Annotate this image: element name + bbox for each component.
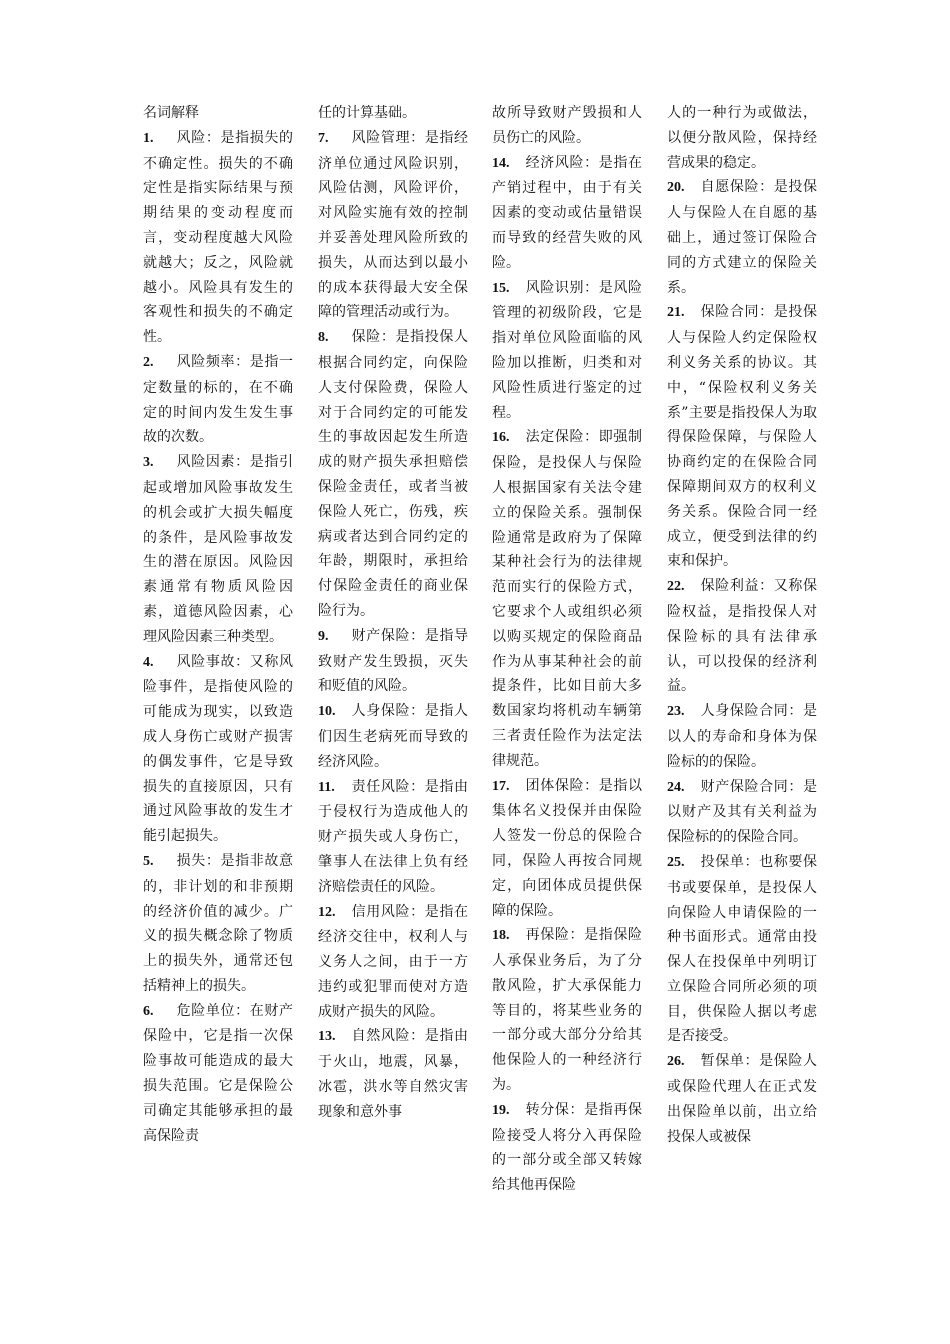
term-definition xyxy=(318,900,468,1025)
term-definition xyxy=(318,699,468,774)
term-number: 8. xyxy=(318,330,329,346)
term-definition xyxy=(318,1024,468,1124)
term-definition xyxy=(492,425,642,773)
term-number: 13. xyxy=(318,1029,336,1045)
definition-text: 保险：是指投保人根据合同约定，向保险人支付保险费，保险人对于合同约定的可能发生的事故因起发生所造成的财产损失承担赔偿保险金责任，或者当被保险人死亡，伤残，疾病或者达到合同约定的年龄，期限时，承担给付保险金责任的商业保险行为。 xyxy=(318,329,468,619)
definition-text: 信用风险：是指在经济交往中，权利人与义务人之间，由于一方违约或犯罪而使对方造成财产损失的风险。 xyxy=(318,903,468,1020)
term-number: 2. xyxy=(143,354,154,370)
term-number: 19. xyxy=(492,1102,510,1118)
term-definition xyxy=(318,325,468,624)
term-definition xyxy=(667,1049,817,1149)
term-number: 5. xyxy=(143,853,154,869)
definition-text: 财产保险合同：是以财产及其有关利益为保险标的的保险合同。 xyxy=(667,778,817,846)
term-definition xyxy=(143,650,293,849)
definition-text: 转分保：是指再保险接受人将分入再保险的一部分或全部又转嫁给其他再保险 xyxy=(492,1101,642,1194)
term-number: 25. xyxy=(667,854,685,870)
text-paragraph xyxy=(492,101,642,151)
term-number: 22. xyxy=(667,579,685,595)
definition-text: 故所导致财产毁损和人员伤亡的风险。 xyxy=(492,105,642,146)
term-definition xyxy=(318,775,468,900)
definition-text: 人身保险：是指人们因生老病死而导致的经济风险。 xyxy=(318,703,468,770)
term-definition xyxy=(143,849,293,999)
definition-text: 团体保险：是指以集体名义投保并由保险人签发一份总的保险合同，保险人再按合同规定，向团体成员提供保障的保险。 xyxy=(492,777,642,919)
term-number: 18. xyxy=(492,928,510,944)
term-definition xyxy=(143,999,293,1149)
term-number: 16. xyxy=(492,430,510,446)
term-number: 3. xyxy=(143,455,154,471)
term-definition xyxy=(492,774,642,924)
definition-text: 危险单位：在财产保险中，它是指一次保险事故可能造成的最大损失范围。它是保险公司确定其能够承担的最高保险责 xyxy=(143,1002,293,1144)
definition-text: 自然风险：是指由于火山，地震，风暴，冰雹，洪水等自然灾害现象和意外事 xyxy=(318,1028,468,1120)
definition-text: 风险事故：又称风险事件，是指使风险的可能成为现实，以致造成人身伤亡或财产损害的偶发事件，它是导致损失的直接原因，只有通过风险事故的发生才能引起损失。 xyxy=(143,653,293,845)
definition-text: 风险频率：是指一定数量的标的，在不确定的时间内发生发生事故的次数。 xyxy=(143,353,293,446)
term-definition xyxy=(667,175,817,300)
term-definition xyxy=(667,850,817,1049)
definition-text: 名词解释 xyxy=(143,105,199,121)
term-number: 6. xyxy=(143,1003,154,1019)
definition-text: 保险利益：又称保险权益，是指投保人对保险标的具有法律承认，可以投保的经济利益。 xyxy=(667,578,817,695)
term-number: 11. xyxy=(318,779,335,795)
term-definition xyxy=(667,300,817,574)
term-number: 15. xyxy=(492,280,510,296)
term-number: 23. xyxy=(667,704,685,720)
definition-text: 风险管理：是指经济单位通过风险识别，风险估测，风险评价，对风险实施有效的控制并妥善处理风险所致的损失，从而达到以最小的成本获得最大安全保障的管理活动或行为。 xyxy=(318,129,468,321)
term-number: 17. xyxy=(492,778,510,794)
definition-text: 财产保险：是指导致财产发生毁损，灭失和贬值的风险。 xyxy=(318,627,468,695)
definition-text: 风险因素：是指引起或增加风险事故发生的机会或扩大损失幅度的条件，是风险事故发生的潜在原因。风险因素通常有物质风险因素，道德风险因素，心理风险因素三种类型。 xyxy=(143,454,293,645)
term-definition xyxy=(667,699,817,774)
term-definition xyxy=(667,574,817,699)
definition-text: 暂保单：是保险人或保险代理人在正式发出保险单以前，出立给投保人或被保 xyxy=(667,1053,817,1145)
definition-text: 投保单：也称要保书或要保单，是投保人向保险人申请保险的一种书面形式。通常由投保人在投保单中列明订立保险合同所必须的项目，供保险人据以考虑是否接受。 xyxy=(667,853,817,1045)
term-number: 26. xyxy=(667,1054,685,1070)
term-number: 9. xyxy=(318,628,329,644)
term-number: 21. xyxy=(667,305,685,321)
term-definition xyxy=(492,151,642,276)
term-number: 4. xyxy=(143,654,154,670)
definition-text: 任的计算基础。 xyxy=(318,105,416,121)
definition-text: 责任风险：是指由于侵权行为造成他人的财产损失或人身伤亡，肇事人在法律上负有经济赔偿责任的风险。 xyxy=(318,778,468,895)
term-definition xyxy=(492,923,642,1098)
definition-text: 经济风险：是指在产销过程中，由于有关因素的变动或估量错误而导致的经营失败的风险。 xyxy=(492,154,642,271)
term-number: 24. xyxy=(667,779,685,795)
term-definition xyxy=(318,624,468,699)
text-column-3 xyxy=(492,101,642,1198)
term-definition xyxy=(492,276,642,426)
definition-text: 法定保险：即强制保险，是投保人与保险人根据国家有关法令建立的保险关系。强制保险通常是政府为了保障某种社会行为的法律规范而实行的保险方式，它要求个人或组织必须以购买规定的保险商品作为从事某种社会的前提条件，比如目前大多数国家均将机动车辆第三者责任险作为法定法律规范。 xyxy=(492,429,642,769)
text-paragraph xyxy=(143,101,293,126)
definition-text: 风险识别：是风险管理的初级阶段，它是指对单位风险面临的风险加以推断，归类和对风险性质进行鉴定的过程。 xyxy=(492,279,642,421)
definition-text: 损失：是指非故意的，非计划的和非预期的经济价值的减少。广义的损失概念除了物质上的损失外，通常还包括精神上的损失。 xyxy=(143,852,293,994)
term-definition xyxy=(143,350,293,450)
text-paragraph xyxy=(318,101,468,126)
term-number: 14. xyxy=(492,155,510,171)
definition-text: 自愿保险：是投保人与保险人在自愿的基础上，通过签订保险合同的方式建立的保险关系。 xyxy=(667,179,817,296)
definition-text: 保险合同：是投保人与保险人约定保险权利义务关系的协议。其中，“保险权利义务关系”主要是指投保人为取得保险保障，与保险人协商约定的在保险合同保障期间双方的权利义务关系。保险合同一经成立，便受到法律的约束和保护。 xyxy=(667,304,817,570)
text-paragraph xyxy=(667,101,817,175)
term-number: 20. xyxy=(667,180,685,196)
term-definition xyxy=(318,126,468,325)
text-column-1 xyxy=(143,101,293,1148)
definition-text: 再保险：是指保险人承保业务后，为了分散风险，扩大承保能力等目的，将某些业务的一部分或大部分分给其他保险人的一种经济行为。 xyxy=(492,927,642,1094)
term-number: 1. xyxy=(143,130,154,146)
term-definition xyxy=(143,450,293,649)
term-number: 12. xyxy=(318,904,336,920)
term-definition xyxy=(492,1098,642,1198)
term-number: 10. xyxy=(318,704,336,720)
term-definition xyxy=(143,126,293,350)
definition-text: 风险：是指损失的不确定性。损失的不确定性是指实际结果与预期结果的变动程度而言，变动程度越大风险就越大；反之，风险就越小。风险具有发生的客观性和损失的不确定性。 xyxy=(143,129,293,346)
definition-text: 人的一种行为或做法，以便分散风险，保持经营成果的稳定。 xyxy=(667,105,817,171)
term-definition xyxy=(667,775,817,850)
definition-text: 人身保险合同：是以人的寿命和身体为保险标的的保险。 xyxy=(667,703,817,770)
term-number: 7. xyxy=(318,130,329,146)
text-column-4 xyxy=(667,101,817,1149)
text-column-2 xyxy=(318,101,468,1125)
